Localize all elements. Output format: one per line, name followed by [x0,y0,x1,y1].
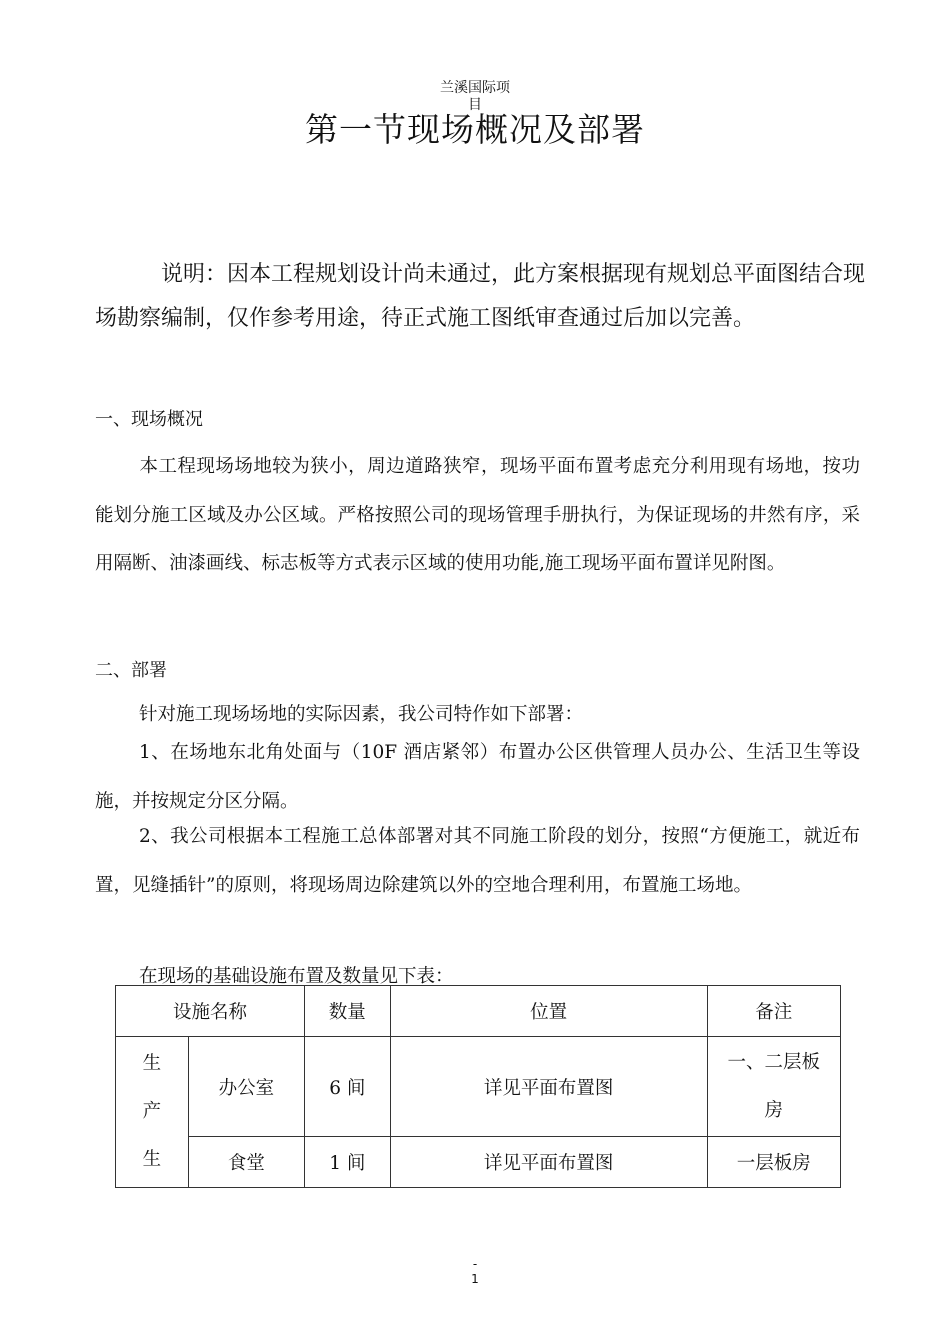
page-title: 第一节现场概况及部署 [305,110,645,149]
table-row [116,1037,841,1137]
section1-heading: 一、现场概况 [95,409,203,430]
project-header-line2: 目 [468,97,482,113]
header-facility-name: 设施名称 [116,986,305,1037]
cell-location: 详见平面布置图 [390,1037,707,1137]
header-location: 位置 [390,986,707,1037]
cell-remark-line2: 房 [764,1099,784,1121]
group-label-char: 产 [142,1101,162,1122]
facilities-table [115,985,841,1188]
footer-dash: - [472,1257,478,1271]
intro-text: 说明：因本工程规划设计尚未通过，此方案根据现有规划总平面图结合现场勘察编制，仅作参考用途，待正式施工图纸审查通过后加以完善。 [95,262,866,331]
group-label-char: 生 [142,1053,162,1074]
header-quantity: 数量 [305,986,391,1037]
header-remark: 备注 [707,986,840,1037]
section2-item1-text: 1、在场地东北角处面与（10F 酒店紧邻）布置办公区供管理人员办公、生活卫生等设施，并按规定分区分隔。 [95,742,860,812]
table-caption: 在现场的基础设施布置及数量见下表： [139,966,454,987]
section1-body-text: 本工程现场场地较为狭小，周边道路狭窄，现场平面布置考虑充分利用现有场地，按功能划分施工区域及办公区域。严格按照公司的现场管理手册执行，为保证现场的井然有序，采用隔断、油漆画线、标志板等方式表示区域的使用功能,施工现场平面布置详见附图。 [95,456,860,574]
group-label-cell [116,1037,189,1188]
cell-quantity: 6 间 [305,1037,391,1137]
section2-heading: 二、部署 [95,660,167,681]
section2-lead: 针对施工现场场地的实际因素，我公司特作如下部署： [139,704,584,725]
table-row [116,1137,841,1188]
cell-location: 详见平面布置图 [390,1137,707,1188]
cell-remark [707,1037,840,1137]
cell-name: 办公室 [188,1037,304,1137]
table-header-row [116,986,841,1037]
section2-item2 [95,813,860,910]
page-number: 1 [471,1272,479,1286]
cell-remark-line1: 一、二层板 [727,1051,821,1073]
section2-item1 [95,729,860,826]
cell-remark: 一层板房 [707,1137,840,1188]
project-header-line1: 兰溪国际项 [440,80,510,96]
section1-body [95,443,860,589]
intro-note [95,253,865,341]
section2-item2-text: 2、我公司根据本工程施工总体部署对其不同施工阶段的划分，按照“方便施工，就近布置，见缝插针”的原则，将现场周边除建筑以外的空地合理利用，布置施工场地。 [95,826,860,896]
group-label-char: 生 [142,1149,162,1170]
cell-name: 食堂 [188,1137,304,1188]
cell-quantity: 1 间 [305,1137,391,1188]
